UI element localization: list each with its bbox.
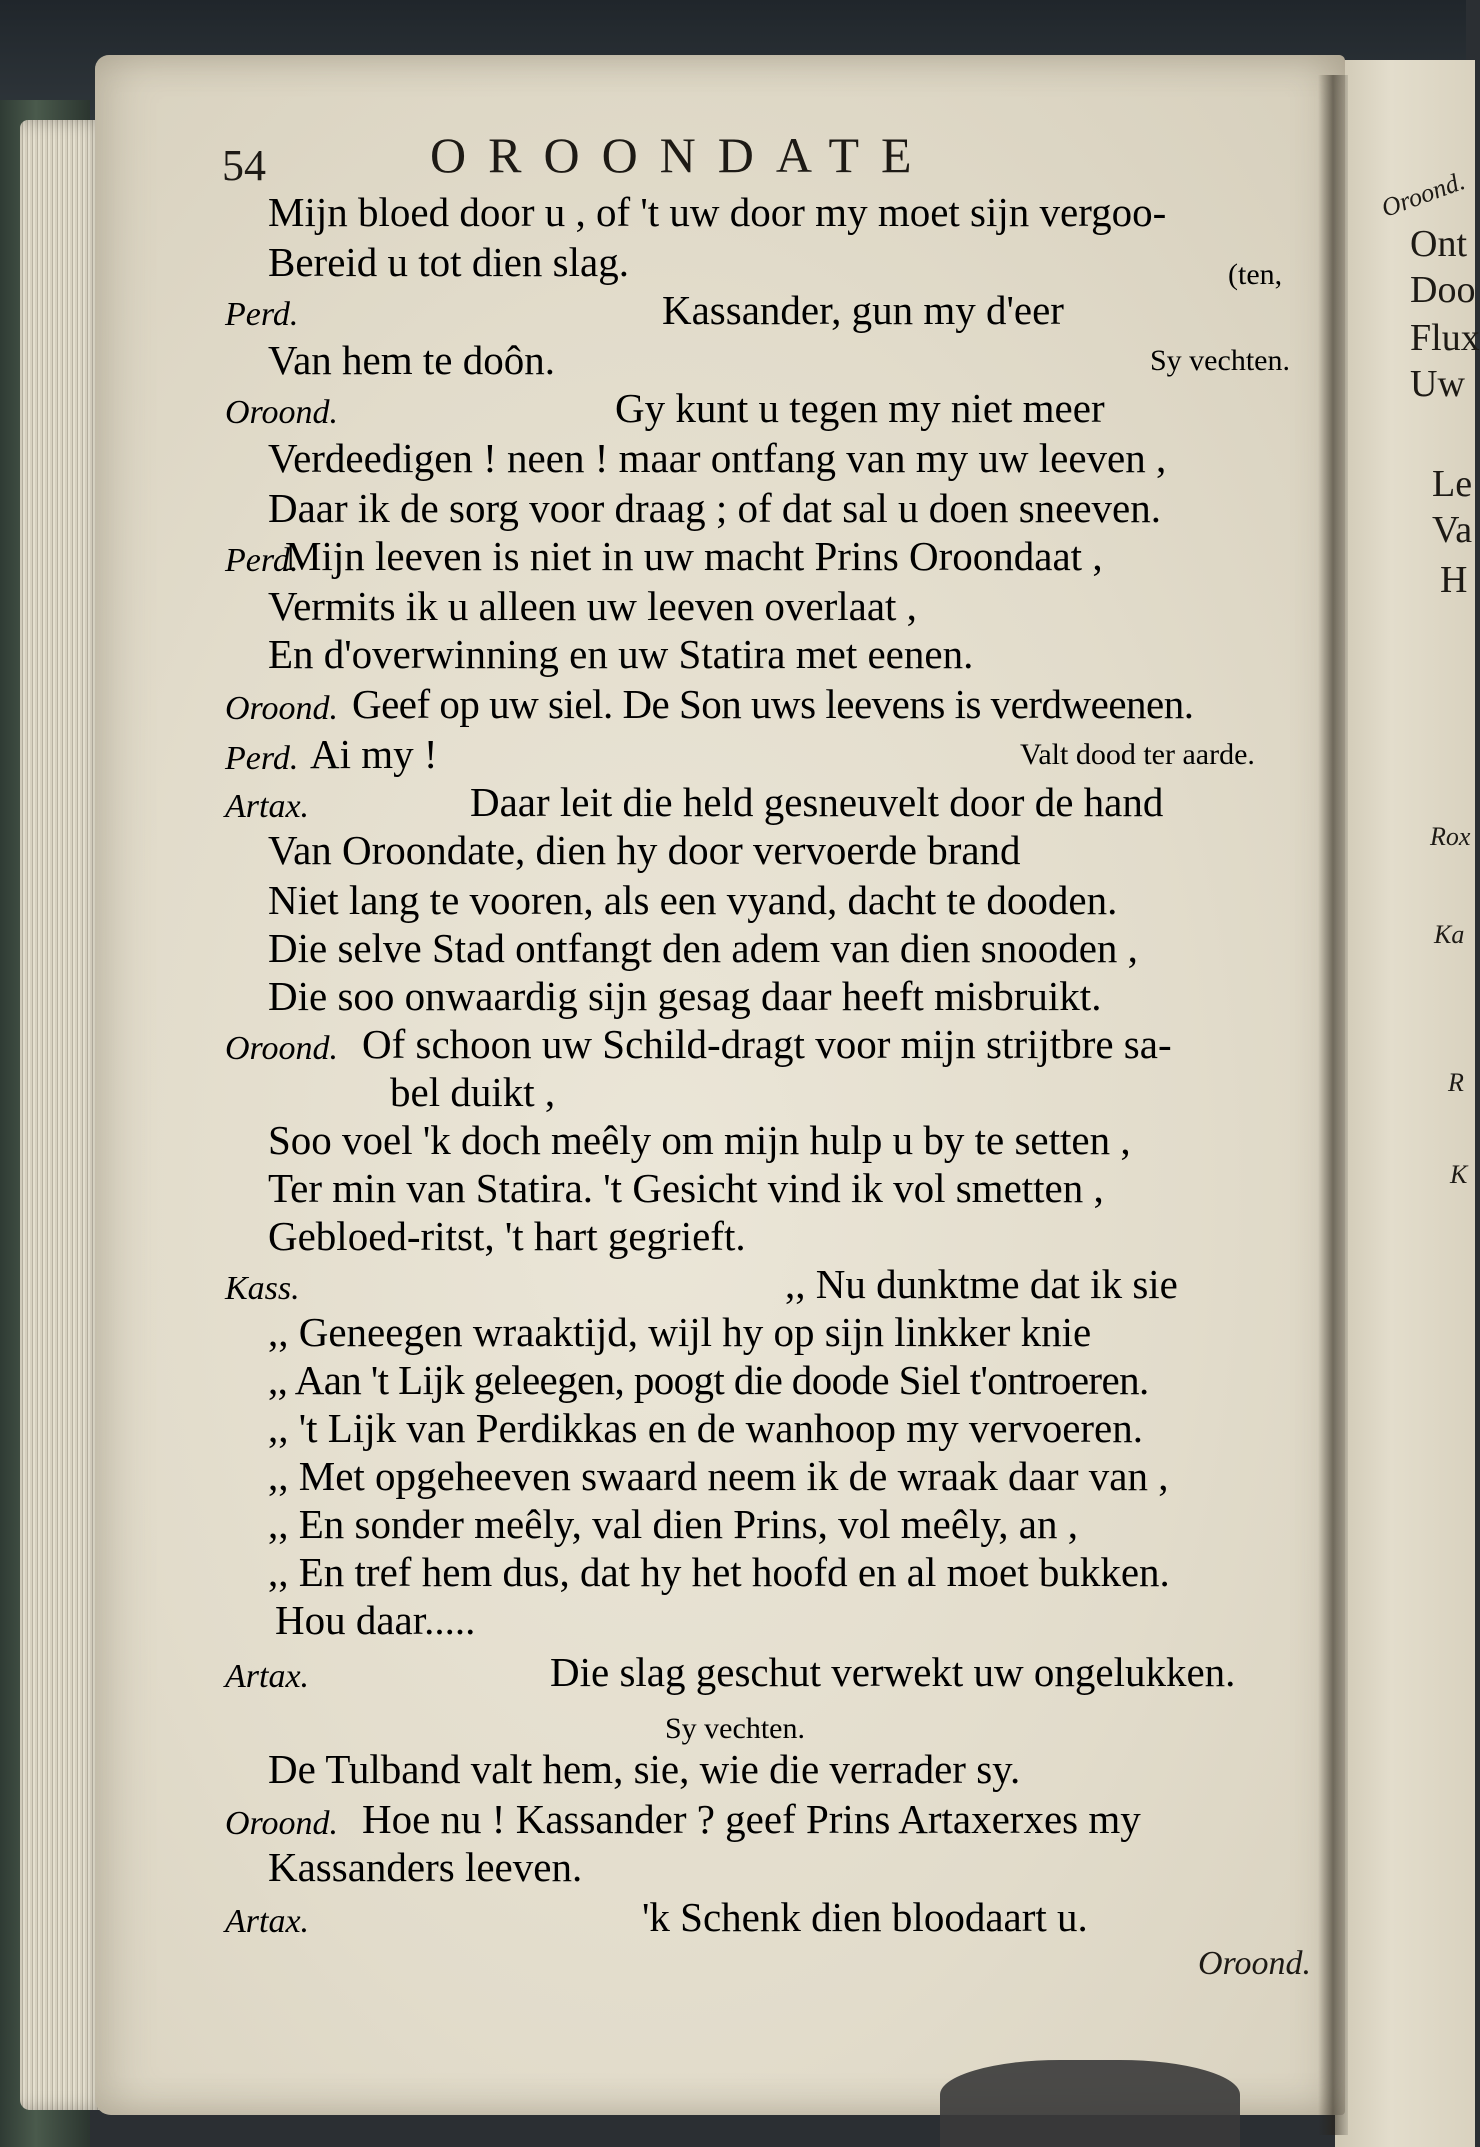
- verse-line: [0, 1164, 1240, 1212]
- verse-line: [0, 238, 1283, 291]
- verse-line: [0, 1020, 1240, 1068]
- book-gutter: [1318, 75, 1348, 2135]
- speaker-label: Oroond.: [225, 690, 339, 727]
- facing-fragment: Ka: [1434, 920, 1465, 949]
- verse-text: Verdeedigen ! neen ! maar ontfang van my uw leeven ,: [268, 435, 1167, 481]
- verse-text: ,, En tref hem dus, dat hy het hoofd en al moet bukken.: [268, 1549, 1170, 1595]
- verse-text: ,, Met opgeheeven swaard neem ik de wraak daar van ,: [268, 1453, 1169, 1499]
- verse-line: [0, 286, 1240, 334]
- verse-line: [0, 1500, 1240, 1548]
- verse-line: [0, 1212, 1240, 1260]
- verse-line: [0, 924, 1240, 972]
- speaker-label: Perd.: [225, 740, 299, 777]
- facing-fragment: Rox: [1430, 822, 1471, 851]
- verse-text: 'k Schenk dien bloodaart u.: [642, 1894, 1088, 1940]
- verse-text: Van Oroondate, dien hy door vervoerde brand: [268, 827, 1021, 873]
- verse-line: [0, 972, 1240, 1020]
- running-head: OROONDATE: [430, 127, 934, 183]
- verse-line: [0, 1548, 1240, 1596]
- verse-text: Daar leit die held gesneuvelt door de hand: [470, 779, 1164, 825]
- verse-line: [0, 1596, 1240, 1644]
- verse-line: [0, 1308, 1240, 1356]
- facing-fragment: Le: [1432, 463, 1473, 505]
- verse-line: [0, 1260, 1240, 1308]
- verse-text: Kassander, gun my d'eer: [662, 287, 1064, 333]
- verse-line: [0, 1795, 1240, 1843]
- verse-line: [0, 188, 1240, 236]
- verse-line: [0, 630, 1240, 678]
- facing-fragment: Va: [1432, 509, 1473, 551]
- verse-line: [0, 1648, 1240, 1696]
- verse-text: ,, Geneegen wraaktijd, wijl hy op sijn linkker knie: [268, 1309, 1092, 1355]
- verse-line: [0, 778, 1240, 826]
- verse-text: Gy kunt u tegen my niet meer: [615, 385, 1105, 431]
- verse-line: [0, 1068, 1240, 1116]
- verse-line: [0, 876, 1240, 924]
- verse-text: Hou daar.....: [275, 1597, 476, 1643]
- facing-fragment: H: [1440, 559, 1468, 601]
- verse-text: Ter min van Statira. 't Gesicht vind ik vol smetten ,: [268, 1165, 1104, 1211]
- verse-line: [0, 826, 1240, 874]
- verse-text: Geef op uw siel. De Son uws leevens is verdweenen.: [352, 681, 1194, 727]
- speaker-label: Artax.: [225, 788, 310, 825]
- verse-text: Die slag geschut verwekt uw ongelukken.: [550, 1649, 1236, 1695]
- speaker-label: Kass.: [225, 1270, 300, 1307]
- verse-text: ,, Nu dunktme dat ik sie: [785, 1261, 1178, 1307]
- stage-direction: (ten,: [1228, 258, 1283, 291]
- facing-fragment: Ont: [1410, 223, 1467, 265]
- verse-line: [0, 1404, 1240, 1452]
- stage-direction: Sy vechten.: [665, 1712, 805, 1745]
- speaker-label: Perd.: [225, 296, 299, 333]
- verse-text: Hoe nu ! Kassander ? geef Prins Artaxerxes my: [362, 1796, 1141, 1842]
- verse-text: Of schoon uw Schild-dragt voor mijn strijtbre sa-: [362, 1021, 1172, 1067]
- verse-line: [0, 1116, 1240, 1164]
- verse-text: Ai my !: [310, 731, 438, 777]
- verse-text: Bereid u tot dien slag.: [268, 239, 629, 285]
- facing-fragment: Uw: [1410, 363, 1465, 405]
- verse-text: De Tulband valt hem, sie, wie die verrader sy.: [268, 1746, 1021, 1792]
- verse-text: Vermits ik u alleen uw leeven overlaat ,: [268, 583, 917, 629]
- speaker-label: Artax.: [225, 1903, 310, 1940]
- page-number: 54: [222, 141, 266, 190]
- verse-line: [0, 1893, 1240, 1941]
- verse-text: Gebloed-ritst, 't hart gegrieft.: [268, 1213, 746, 1259]
- verse-text: En d'overwinning en uw Statira met eenen.: [268, 631, 974, 677]
- verse-text: Van hem te doôn.: [268, 337, 555, 383]
- verse-line: [0, 1356, 1240, 1404]
- verse-text: Mijn bloed door u , of 't uw door my moet sijn vergoo-: [268, 189, 1167, 235]
- verse-line: [0, 1745, 1240, 1793]
- verse-text: Mijn leeven is niet in uw macht Prins Oroondaat ,: [285, 533, 1103, 579]
- verse-line: [0, 1843, 1240, 1891]
- stage-direction: Valt dood ter aarde.: [1020, 738, 1255, 771]
- verse-line: [0, 1452, 1240, 1500]
- stage-direction: Sy vechten.: [1150, 344, 1290, 377]
- verse-text: Die selve Stad ontfangt den adem van dien snooden ,: [268, 925, 1138, 971]
- facing-fragment: Doo: [1410, 269, 1476, 311]
- verse-text: Soo voel 'k doch meêly om mijn hulp u by te setten ,: [268, 1117, 1131, 1163]
- verse-text: ,, En sonder meêly, val dien Prins, vol meêly, an ,: [268, 1501, 1078, 1547]
- verse-line: [0, 336, 1290, 384]
- speaker-label: Artax.: [225, 1658, 310, 1695]
- verse-text: Daar ik de sorg voor draag ; of dat sal u doen sneeven.: [268, 485, 1161, 531]
- speaker-label: Oroond.: [225, 1030, 339, 1067]
- catchword: Oroond.: [1198, 1945, 1312, 1982]
- verse-text: Niet lang te vooren, als een vyand, dacht te dooden.: [268, 877, 1118, 923]
- verse-line: [0, 680, 1240, 728]
- speaker-label: Perd.: [225, 542, 299, 579]
- verse-line: [0, 582, 1240, 630]
- bottom-object: [940, 2060, 1240, 2147]
- verse-line: [0, 434, 1240, 482]
- verse-line: [0, 384, 1240, 432]
- facing-fragment: R: [1448, 1068, 1464, 1097]
- facing-fragment: Flux: [1410, 317, 1480, 359]
- verse-text: Die soo onwaardig sijn gesag daar heeft misbruikt.: [268, 973, 1102, 1019]
- verse-line: [0, 532, 1240, 580]
- speaker-label: Oroond.: [225, 1805, 339, 1842]
- verse-line: [0, 484, 1240, 532]
- facing-fragment: Oroond.: [1377, 166, 1469, 223]
- verse-text: Kassanders leeven.: [268, 1844, 583, 1890]
- verse-text: bel duikt ,: [390, 1069, 556, 1115]
- verse-text: ,, 't Lijk van Perdikkas en de wanhoop my vervoeren.: [268, 1405, 1143, 1451]
- speaker-label: Oroond.: [225, 394, 339, 431]
- verse-line: [0, 730, 1255, 778]
- facing-fragment: K: [1450, 1160, 1468, 1189]
- verse-text: ,, Aan 't Lijk geleegen, poogt die doode Siel t'ontroeren.: [268, 1357, 1149, 1403]
